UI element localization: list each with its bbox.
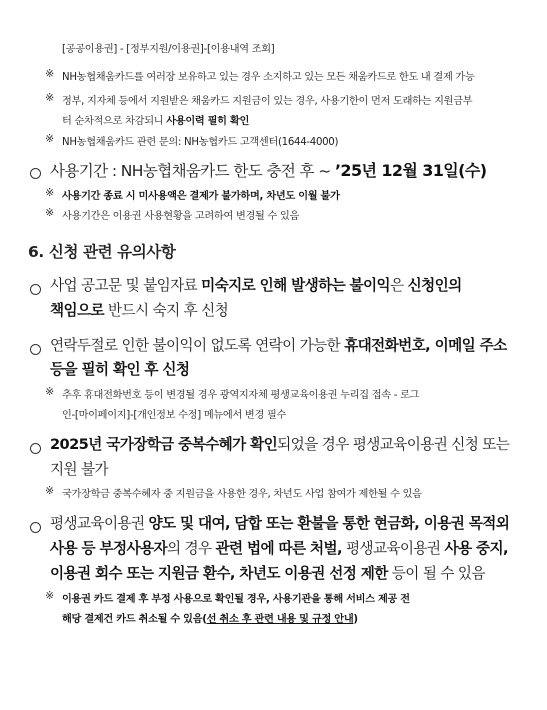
item4-text: 등이 될 수 있음 [387,565,485,582]
item3-line2: 지원 불가 [50,461,109,478]
bullet-circle-icon [30,164,41,183]
asterisk-icon: ※ [45,589,55,602]
item4-bold: 사용 등 부정사용자 [50,540,167,557]
section-title: 6. 신청 관련 유의사항 [28,243,176,261]
period-date: ’25년 12월 31일(수) [334,161,487,180]
period-line [50,158,486,181]
item4-bold: 관련 법에 따른 처벌, [215,540,342,557]
item2-bold: 휴대전화번호, 이메일 주소 [344,337,507,354]
item4-note-text: 해당 결제건 카드 취소될 수 있음( [62,614,207,625]
intro-note-2b-plain: 터 순차적으로 차감되니 [62,116,167,127]
item4-text: 의 경우 [166,540,216,557]
period-label: 사용기간 : NH농협채움카드 한도 충전 후 ~ [50,162,335,180]
item2-text: 연락두절로 인한 불이익이 없도록 연락이 가능한 [50,337,345,354]
asterisk-icon: ※ [45,206,55,219]
item3-note: 국가장학금 중복수혜자 중 지원금을 사용한 경우, 차년도 사업 참여가 제한될 수 있음 [62,489,422,500]
item1-bold: 책임으로 [50,302,104,319]
asterisk-icon: ※ [45,67,55,80]
item4-note-b [62,610,358,625]
intro-note-3: NH농협채움카드 관련 문의: NH농협카드 고객센터(1644-4000) [62,137,339,148]
item1-text: 반드시 숙지 후 신청 [104,302,229,319]
item1-text: 사업 공고문 및 붙임자료 [50,277,202,294]
item1-line1 [50,274,462,295]
bullet-circle-icon [30,439,41,458]
item4-text: 평생교육이용권 [341,540,445,557]
item4-line2 [50,537,508,558]
item1-bold: 신청인의 [407,277,462,294]
intro-note-2a: 정부, 지자체 등에서 지원받은 채움카드 지원금이 있는 경우, 사용기한이 먼저 도래하는 지원금부 [62,96,473,107]
item2-note-b: 인-[마이페이지]-[개인정보 수정] 메뉴에서 변경 필수 [62,410,287,421]
item4-line3 [50,562,485,583]
item4-bold: 양도 및 대여, 담합 또는 환불을 통한 현금화, 이용권 목적외 [148,515,510,532]
item4-text: 평생교육이용권 [50,515,149,532]
item2-line1 [50,334,507,355]
period-note-2: 사용기간은 이용권 사용현황을 고려하여 변경될 수 있음 [62,211,300,222]
asterisk-icon: ※ [45,186,55,199]
intro-note-2b-bold: 사용이력 필히 확인 [166,116,250,127]
item1-text: 은 [390,277,408,294]
asterisk-icon: ※ [45,385,55,398]
asterisk-icon: ※ [45,484,55,497]
item3-text: 되었을 경우 평생교육이용권 신청 또는 [277,436,510,453]
path-text: [공공이용권] - [정부지원/이용권]-[이용내역 조회] [62,44,275,55]
item4-line1 [50,512,509,533]
bullet-circle-icon [30,340,41,359]
intro-note-2b [62,112,249,127]
item1-bold: 미숙지로 인해 발생하는 불이익 [201,277,391,294]
item2-note-a: 추후 휴대전화번호 등이 변경될 경우 광역지자체 평생교육이용권 누리집 접속 - 로그 [62,390,420,401]
period-note-1: 사용기간 종료 시 미사용액은 결제가 불가하며, 차년도 이월 불가 [62,191,340,202]
item4-bold: 이용권 회수 또는 지원금 환수, 차년도 이용권 선정 제한 [50,565,388,582]
item3-bold: 2025년 국가장학금 중복수혜가 확인 [50,436,278,453]
item4-note-underlined: 선 취소 후 관련 내용 및 규정 안내 [206,614,354,625]
bullet-circle-icon [30,280,41,299]
item3-line1 [50,433,509,454]
intro-note-1: NH농협채움카드를 여러장 보유하고 있는 경우 소지하고 있는 모든 채움카드로 한도 내 결제 가능 [62,72,475,83]
item1-line2 [50,299,228,320]
item2-line2: 등을 필히 확인 후 신청 [50,361,190,378]
asterisk-icon: ※ [45,91,55,104]
item4-bold: 사용 중지, [444,540,508,557]
bullet-circle-icon [30,518,41,537]
item4-note-text: ) [353,614,358,625]
asterisk-icon: ※ [45,132,55,145]
item4-note-a: 이용권 카드 결제 후 부정 사용으로 확인될 경우, 사용기관을 통해 서비스 제공 전 [62,594,410,605]
